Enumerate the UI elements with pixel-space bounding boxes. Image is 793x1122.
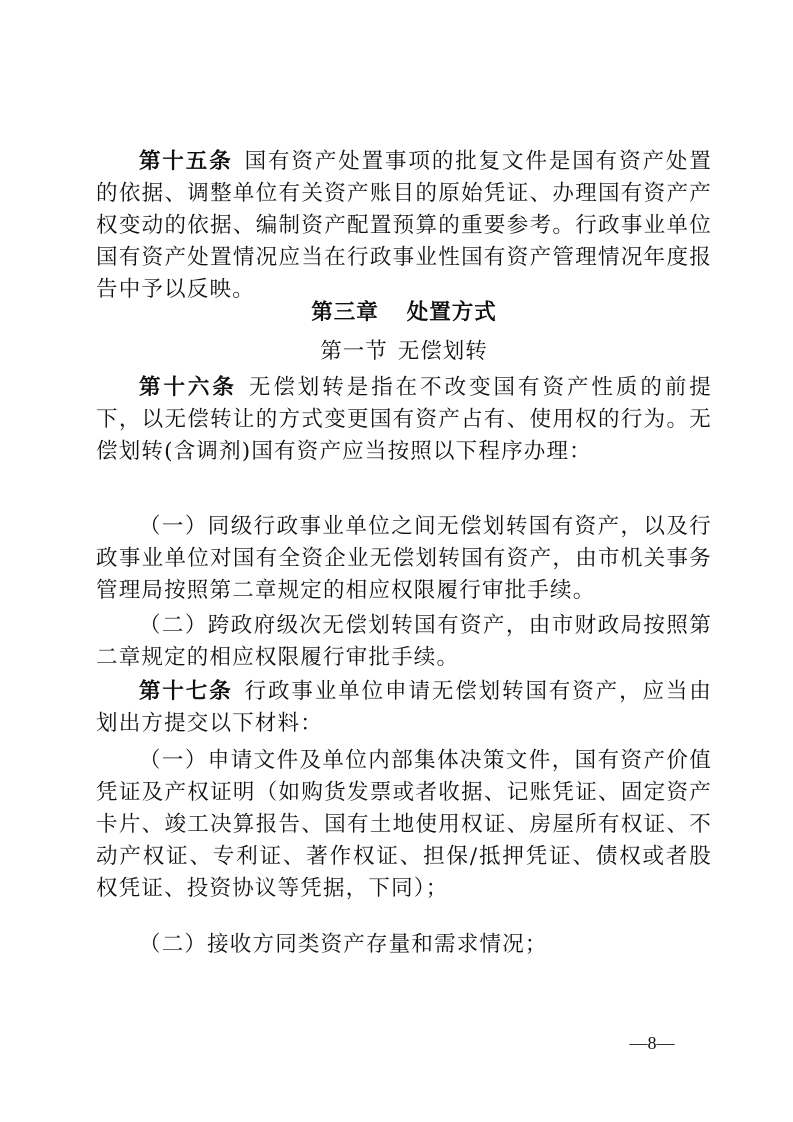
chapter-title: 处置方式 [406, 300, 497, 325]
article-17 [96, 676, 712, 740]
article-15-label: 第十五条 [139, 149, 233, 174]
article-17-text: 行政事业单位申请无偿划转国有资产，应当由划出方提交以下材料： [96, 679, 712, 736]
article-15-text: 国有资产处置事项的批复文件是国有资产处置的依据、调整单位有关资产账目的原始凭证、办理国有资产产权变动的依据、编制资产配置预算的重要参考。行政事业单位国有资产处置情况应当在行政事业性国有资产管理情况年度报告中予以反映。 [96, 149, 712, 302]
section-title: 无偿划转 [397, 339, 488, 364]
section-number: 第一节 [320, 339, 388, 364]
article-15 [96, 146, 712, 306]
article-16 [96, 372, 712, 468]
section-heading [96, 336, 712, 368]
article-16-item-1: （一）同级行政事业单位之间无偿划转国有资产，以及行政事业单位对国有全资企业无偿划转国有资产，由市机关事务管理局按照第二章规定的相应权限履行审批手续。 [96, 514, 712, 603]
chapter-number: 第三章 [311, 300, 379, 325]
article-16-item-2: （二）跨政府级次无偿划转国有资产，由市财政局按照第二章规定的相应权限履行审批手续。 [96, 613, 712, 670]
chapter-heading [96, 297, 712, 329]
article-17-item-1: （一）申请文件及单位内部集体决策文件，国有资产价值凭证及产权证明（如购货发票或者收据、记账凭证、固定资产卡片、竣工决算报告、国有土地使用权证、房屋所有权证、不动产权证、专利证、著作权证、担保/抵押凭证、债权或者股权凭证、投资协议等凭据，下同）； [96, 748, 712, 901]
article-17-label: 第十七条 [139, 679, 233, 704]
page-number: —8— [629, 1033, 675, 1053]
article-16-label: 第十六条 [139, 375, 237, 400]
article-17-item-2: （二）接收方同类资产存量和需求情况； [139, 932, 548, 957]
article-16-text: 无偿划转是指在不改变国有资产性质的前提下，以无偿转让的方式变更国有资产占有、使用权的行为。无偿划转(含调剂)国有资产应当按照以下程序办理： [96, 375, 712, 464]
